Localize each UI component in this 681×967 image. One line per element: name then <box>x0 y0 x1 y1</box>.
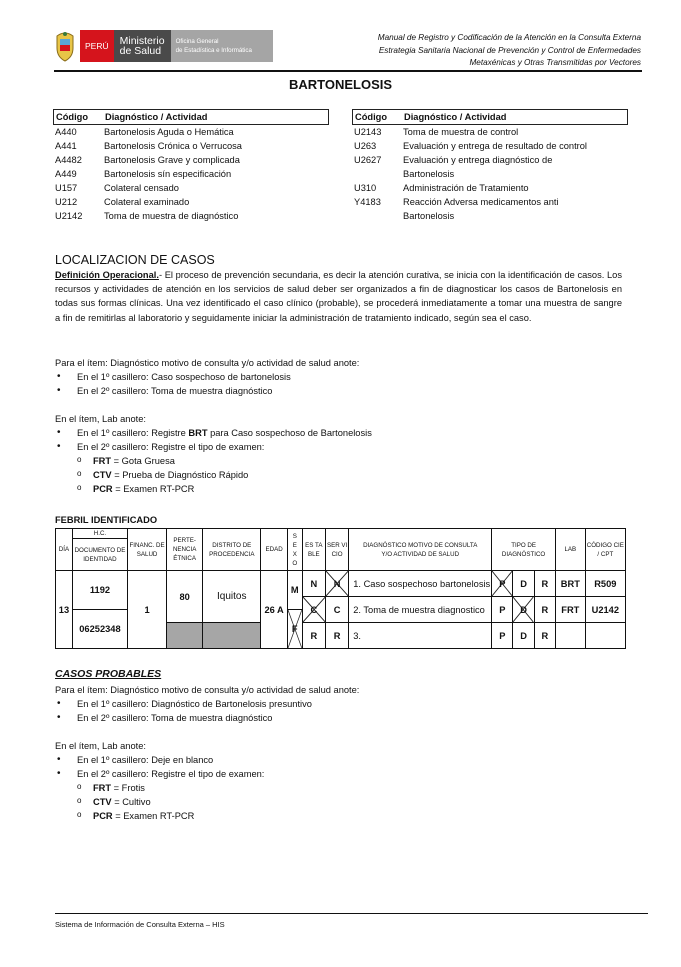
description: Bartonelosis Aguda o Hemática <box>104 127 234 137</box>
code-row <box>53 125 329 139</box>
code-row <box>53 181 329 195</box>
code: A441 <box>55 141 77 151</box>
code-table-right <box>352 109 628 223</box>
list-item: • En el 2º casillero: Registre el tipo de examen: <box>55 767 615 781</box>
header-diagnostico: Diagnóstico / Actividad <box>105 112 208 122</box>
footer-text: Sistema de Información de Consulta Externa – HIS <box>55 920 225 929</box>
cell-tipo-p-1-crossed <box>492 571 513 597</box>
header-line: Estrategia Sanitaria Nacional de Prevención y Control de Enfermedades <box>378 45 641 55</box>
description: Toma de muestra de control <box>403 127 519 137</box>
definition-text: - El proceso de prevención secundaria, es decir la atención curativa, se inicia con la identificación de casos. Los recursos y actividades de atención en los servicios de salud deber ser organizados a fin de diagnosticar los casos de Bartonelosis en todas sus formas clínicas. Una vez identificado el caso clínico (probable), se procederá inmediatamente a tomar una muestra de sangre a fin de remitirlas al laboratorio y seguidamente iniciar la administración de tratamiento indicado, según sea el caso. <box>55 270 622 323</box>
code-row <box>352 125 628 139</box>
code: U212 <box>55 197 78 207</box>
list-item: • En el 1º casillero: Caso sospechoso de bartonelosis <box>55 370 615 384</box>
logo-ministry-line1: Ministerio <box>119 35 165 47</box>
code-row <box>352 209 628 223</box>
exam-desc: = Prueba de Diagnóstico Rápido <box>111 470 249 480</box>
cell-etnia-shaded <box>167 623 203 649</box>
cell-sexo-m: M <box>287 571 302 610</box>
description: Bartonelosis Crónica o Verrucosa <box>104 141 242 151</box>
code: A449 <box>55 169 77 179</box>
cell-documento: 06252348 <box>72 610 127 649</box>
cell-servicio-3: R <box>325 623 348 649</box>
exam-desc: = Examen RT-PCR <box>112 484 195 494</box>
exam-desc: = Examen RT-PCR <box>112 811 195 821</box>
header-dia: DÍA <box>56 529 73 571</box>
code-row <box>53 209 329 223</box>
cell-tipo-d-2-crossed <box>513 597 534 623</box>
cell-tipo-d-3: D <box>513 623 534 649</box>
diag-intro: Para el ítem: Diagnóstico motivo de consulta y/o actividad de salud anote: <box>55 685 360 695</box>
header-hc: H.C. <box>72 529 127 539</box>
cell-tipo-d-1: D <box>513 571 534 597</box>
description: Administración de Tratamiento <box>403 183 529 193</box>
header-edad: EDAD <box>261 529 287 571</box>
code: U2142 <box>55 211 83 221</box>
logo-ministry-line2: de Salud <box>119 45 162 57</box>
his-registry-table <box>55 528 626 649</box>
code-table-header <box>53 109 329 125</box>
value: C <box>310 604 318 615</box>
code: A440 <box>55 127 77 137</box>
code: U157 <box>55 183 78 193</box>
exam-desc: = Gota Gruesa <box>111 456 175 466</box>
sub-list-item <box>55 795 615 809</box>
description: Reacción Adversa medicamentos anti <box>403 197 559 207</box>
header-lab: LAB <box>556 529 586 571</box>
cell-financ: 1 <box>127 571 166 649</box>
header-tipo: TIPO DE DIAGNÓSTICO <box>492 529 556 571</box>
list-item <box>55 426 615 440</box>
code-row <box>53 139 329 153</box>
text: En el 1º casillero: Registre <box>77 428 189 438</box>
cell-distrito-shaded <box>203 623 261 649</box>
code-row <box>352 167 628 181</box>
header-line: Manual de Registro y Codificación de la Atención en la Consulta Externa <box>377 33 641 42</box>
diag-intro: Para el ítem: Diagnóstico motivo de consulta y/o actividad de salud anote: <box>55 358 360 368</box>
cell-tipo-p-3: P <box>492 623 513 649</box>
definition-paragraph <box>55 268 622 325</box>
code <box>354 167 403 181</box>
cell-codigo-3 <box>585 623 625 649</box>
code-row <box>352 195 628 209</box>
description: Bartonelosis <box>403 169 455 179</box>
header-documento: DOCUMENTO DE IDENTIDAD <box>72 539 127 571</box>
header-servicio: SER VI CIO <box>325 529 348 571</box>
description: Evaluación y entrega de resultado de control <box>403 141 587 151</box>
header-sexo: S E X O <box>287 529 302 571</box>
cell-servicio-2: C <box>325 597 348 623</box>
cell-diagnostico-2: 2. Toma de muestra diagnostico <box>349 597 492 623</box>
lab-code: BRT <box>188 428 208 438</box>
lab-intro: En el ítem, Lab anote: <box>55 741 146 751</box>
probables-instructions <box>55 683 615 823</box>
list-item: • En el 2º casillero: Registre el tipo de examen: <box>55 440 615 454</box>
sub-list-item <box>55 809 615 823</box>
cell-distrito: Iquitos <box>203 571 261 623</box>
cell-tipo-r-3: R <box>534 623 555 649</box>
exam-desc: = Frotis <box>111 783 145 793</box>
cell-sexo-f-crossed <box>287 610 302 649</box>
header-codigo: CÓDIGO CIE / CPT <box>585 529 625 571</box>
ministry-logo <box>54 30 273 62</box>
footer-divider <box>55 913 648 914</box>
cell-etnia: 80 <box>167 571 203 623</box>
cell-codigo-1: R509 <box>585 571 625 597</box>
peru-coat-of-arms-icon <box>54 30 76 62</box>
manual-header <box>378 32 641 70</box>
cell-estable-3: R <box>302 623 325 649</box>
code <box>354 209 403 223</box>
logo-office-line2: de Estadística e Informática <box>175 47 252 54</box>
code-row <box>352 139 628 153</box>
list-item: • En el 1º casillero: Deje en blanco <box>55 753 615 767</box>
header-codigo: Código <box>56 112 89 122</box>
sub-list-item <box>55 482 615 496</box>
header-distrito: DISTRITO DE PROCEDENCIA <box>203 529 261 571</box>
code: U263 <box>354 141 377 151</box>
logo-ministry <box>114 30 171 62</box>
exam-desc: = Cultivo <box>111 797 151 807</box>
code-row <box>53 167 329 181</box>
header-diagnostico: DIAGNÓSTICO MOTIVO DE CONSULTA Y/O ACTIVIDAD DE SALUD <box>349 529 492 571</box>
header-financ: FINANC. DE SALUD <box>127 529 166 571</box>
code-row <box>352 181 628 195</box>
exam-code: PCR <box>93 811 113 821</box>
cell-estable-1: N <box>302 571 325 597</box>
header-codigo: Código <box>355 112 388 122</box>
description: Evaluación y entrega diagnóstico de <box>403 155 553 165</box>
logo-office-line1: Oficina General <box>175 38 219 45</box>
code: Y4183 <box>354 197 381 207</box>
cell-servicio-1-crossed <box>325 571 348 597</box>
sub-list-item <box>55 781 615 795</box>
code: A4482 <box>55 155 82 165</box>
header-divider <box>54 70 642 72</box>
header-etnia: PERTE- NENCIA ÉTNICA <box>167 529 203 571</box>
value: N <box>333 578 341 589</box>
lab-intro: En el ítem, Lab anote: <box>55 414 146 424</box>
section-title-localizacion: LOCALIZACION DE CASOS <box>55 253 215 267</box>
cell-diagnostico-3: 3. <box>349 623 492 649</box>
description: Colateral examinado <box>104 197 190 207</box>
febril-title: FEBRIL IDENTIFICADO <box>55 515 158 525</box>
exam-code: FRT <box>93 456 112 466</box>
page-title: BARTONELOSIS <box>288 77 393 92</box>
exam-code: CTV <box>93 797 112 807</box>
cell-tipo-r-1: R <box>534 571 555 597</box>
cell-lab-3 <box>556 623 586 649</box>
code-table-header <box>352 109 628 125</box>
code-row <box>53 153 329 167</box>
cell-estable-2-crossed <box>302 597 325 623</box>
cell-hc: 1192 <box>72 571 127 610</box>
value: F <box>291 624 298 634</box>
list-item: • En el 1º casillero: Diagnóstico de Bartonelosis presuntivo <box>55 697 615 711</box>
logo-country: PERÚ <box>80 30 114 62</box>
code: U2143 <box>354 127 382 137</box>
header-diagnostico: Diagnóstico / Actividad <box>404 112 507 122</box>
list-item: • En el 2º casillero: Toma de muestra diagnóstico <box>55 711 615 725</box>
code-row <box>352 153 628 167</box>
code: U310 <box>354 183 377 193</box>
value: D <box>520 604 527 615</box>
cell-lab-2: FRT <box>556 597 586 623</box>
cell-edad: 26 A <box>261 571 287 649</box>
description: Toma de muestra de diagnóstico <box>104 211 239 221</box>
exam-code: PCR <box>93 484 113 494</box>
cell-lab-1: BRT <box>556 571 586 597</box>
code-table-left <box>53 109 329 223</box>
list-item: • En el 2º casillero: Toma de muestra diagnóstico <box>55 384 615 398</box>
logo-office <box>171 30 273 62</box>
description: Colateral censado <box>104 183 179 193</box>
cell-dia: 13 <box>56 571 73 649</box>
section-title-probables: CASOS PROBABLES <box>55 668 162 680</box>
code-row <box>53 195 329 209</box>
cell-tipo-p-2: P <box>492 597 513 623</box>
cell-codigo-2: U2142 <box>585 597 625 623</box>
exam-code: CTV <box>93 470 112 480</box>
description: Bartonelosis sín especificación <box>104 169 232 179</box>
sub-list-item <box>55 468 615 482</box>
definition-label: Definición Operacional. <box>55 270 159 280</box>
cell-tipo-r-2: R <box>534 597 555 623</box>
description: Bartonelosis <box>403 211 455 221</box>
header-estable: ES TA BLE <box>302 529 325 571</box>
exam-code: FRT <box>93 783 112 793</box>
code: U2627 <box>354 155 382 165</box>
sub-list-item <box>55 454 615 468</box>
description: Bartonelosis Grave y complicada <box>104 155 240 165</box>
header-line: Metaxénicas y Otras Transmitidas por Vectores <box>469 58 641 68</box>
value: P <box>499 578 506 589</box>
text: para Caso sospechoso de Bartonelosis <box>207 428 372 438</box>
cell-diagnostico-1: 1. Caso sospechoso bartonelosis <box>349 571 492 597</box>
localizacion-instructions <box>55 356 615 496</box>
